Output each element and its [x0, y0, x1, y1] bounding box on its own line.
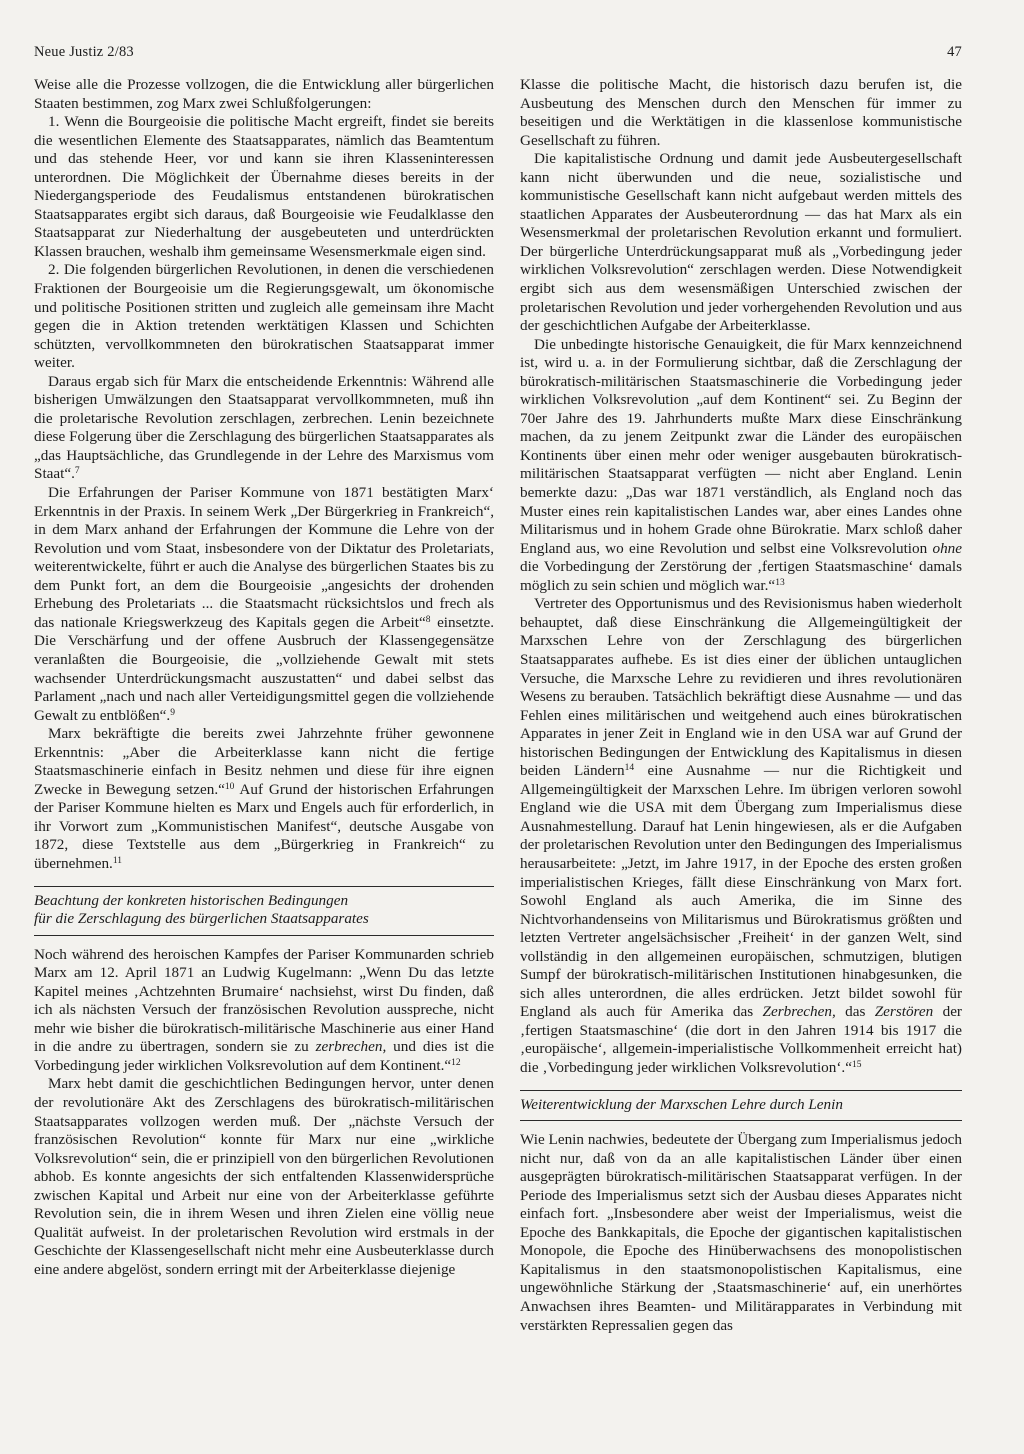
paragraph — [34, 373, 494, 484]
paragraph-text: eine Ausnahme — nur die Richtigkeit und Allgemeingültigkeit der Marxschen Lehre. Im übrigen verloren sowohl England wie die USA mit dem Übergang zum Imperialismus diese Ausnahmestellung. Darauf hat Lenin hingewiesen, als er die Aufgaben der proletarischen Revolution unter den Bedingungen des Imperialismus herausarbeitete: „Jetzt, im Jahre 1917, in der Epoche des ersten großen imperialistischen Krieges, fällt diese Einschränkung von Marx fort. Sowohl England als auch Amerika, die im Sinne des Nichtvorhandenseins von Militarismus und Bürokratismus größten und letzten Vertreter angelsächsischer ‚Freiheit‘ in der ganzen Welt, sind vollständig in den allgemeinen europäischen, schmutzigen, blutigen Sumpf der bürokratisch-militärischen Institutionen hinabgesunken, die sich alles unterordnen, die alles erdrücken. Jetzt bildet sowohl für England als auch für Amerika das — [520, 762, 963, 1021]
right-column — [520, 76, 962, 1335]
paragraph-text: Die unbedingte historische Genauigkeit, die für Marx kennzeichnend ist, wird u. a. in der Formulierung sichtbar, daß die Zerschlagung der bürokratisch-militärischen Staatsmaschinerie die Vorbedingung jeder wirklichen Volksrevolution „auf dem Kontinent“ sei. Zu Beginn der 70er Jahre des 19. Jahrhunderts mußte Marx diese Einschränkung machen, da zu jenem Zeitpunkt zwar die Länder des europäischen Kontinents über einen mehr oder weniger ausgebauten bürokratisch-militärischen Staatsapparat verfügten — nicht aber England. Lenin bemerkte dazu: „Das war 1871 verständlich, als England noch das Muster eines rein kapitalistischen Landes war, aber eines Landes ohne Militarismus und in hohem Grade ohne Bürokratie. Marx schloß daher England aus, wo eine Revolution und selbst eine Volksrevolution — [520, 335, 962, 557]
paragraph-text: Marx bekräftigte die bereits zwei Jahrzehnte früher gewonnene Erkenntnis: „Aber die Arbeiterklasse kann nicht die fertige Staatsmaschinerie einfach in Besitz nehmen und diese für ihre eignen Zwecke in Bewegung setzen.“ — [34, 725, 494, 798]
paragraph-text: einsetzte. Die Verschärfung und der offene Ausbruch der Klassengegensätze veranlaßten die Bourgeoisie, die „vollziehende Gewalt mit stets wachsender Unterdrückungsmacht auszustatten“ und dabei selbst das Parlament „nach und nach aller Verteidigungsmittel gegen die vollziehende Gewalt zu entblößen“. — [34, 613, 494, 724]
paragraph — [34, 725, 494, 873]
footnote-ref: 14 — [624, 763, 635, 774]
paragraph-text: und dies ist die Vorbedingung jeder wirklichen Volksrevolution auf dem Kontinent.“ — [34, 1038, 494, 1074]
left-column — [34, 76, 494, 1279]
running-header — [34, 44, 962, 66]
paragraph-text: der ‚fertigen Staatsmaschine‘ (die dort in den Jahren 1914 bis 1917 die ‚europäische‘, allgemein-imperialistische Vollkommenheit erreicht hat) die ‚Vorbedingung jeder wirklichen Volksrevolution‘.“ — [520, 1003, 962, 1076]
emphasis: zerbrechen, — [315, 1038, 387, 1056]
footnote-ref: 12 — [451, 1057, 461, 1068]
paragraph-text: das — [835, 1003, 875, 1021]
paragraph-text: die Vorbedingung der Zerstörung der ‚fertigen Staatsmaschine‘ damals möglich zu sein schien und möglich war.“ — [520, 558, 962, 594]
paragraph-text: Die Erfahrungen der Pariser Kommune von 1871 bestätigten Marx‘ Erkenntnis in der Praxis. In seinem Werk „Der Bürgerkrieg in Frankreich“, in dem Marx anhand der Erfahrungen der Kommune die Lehre von der Revolution und vom Staat, insbesondere von der Diktatur des Proletariats, weiterentwickelte, führt er auch die Analyse des bürgerlichen Staates bis zu dem Punkt fort, an dem die Bourgeoisie „angesichts der drohenden Erhebung des Proletariats ... die Staatsmacht rücksichtslos und frech als das nationale Kriegswerkzeug des Kapitals gegen die Arbeit“ — [34, 484, 494, 631]
journal-issue: Neue Justiz 2/83 — [34, 44, 134, 60]
paragraph-text: Noch während des heroischen Kampfes der Pariser Kommunarden schrieb Marx am 12. April 1871 an Ludwig Kugelmann: „Wenn Du das letzte Kapitel meines ‚Achtzehnten Brumaire‘ nachsiehst, wirst Du finden, daß ich als nächsten Versuch der französischen Revolution ausspreche, nicht mehr wie bisher die bürokratisch-militärische Maschinerie aus einer Hand in die andre zu übertragen, sondern sie zu — [34, 945, 494, 1056]
paragraph: Wie Lenin nachwies, bedeutete der Übergang zum Imperialismus jedoch nicht nur, daß von da an alle kapitalistischen Länder über einen ausgeprägten bürokratisch-militärischen Staatsapparat verfügen. In der Periode des Imperialismus setzt sich der Ausbau dieses Apparates nicht einfach fort. „Insbesondere aber weist der Imperialismus, weist die Epoche des Bankkapitals, die Epoche der gigantischen kapitalistischen Monopole, die Epoche des Hinüberwachsens des monopolistischen Kapitalismus in den staatsmonopolistischen Kapitalismus, eine ungewöhnliche Stärkung der ‚Staatsmaschinerie‘ auf, ein unerhörtes Anwachsen ihres Beamten- und Militärapparates in Verbindung mit verstärkten Repressalien gegen das — [520, 1131, 962, 1334]
section-heading-line: Beachtung der konkreten historischen Bedingungen — [34, 891, 349, 909]
paragraph — [520, 336, 962, 596]
emphasis: ohne — [932, 539, 962, 557]
paragraph-text: Vertreter des Opportunismus und des Revisionismus haben wiederholt behauptet, daß diese Einschränkung die Allgemeingültigkeit der Marxschen Lehre von der Zerschlagung des bürgerlichen Staatsapparates aufhebe. Es ist dies einer der üblichen untauglichen Versuche, die Marxsche Lehre zu revidieren und ihres revolutionären Wesens zu berauben. Tatsächlich bekräftigt diese Ausnahme — und das Fehlen eines militärischen und weitgehend auch eines bürokratischen Apparates in jener Zeit in England wie in den USA war auf Grund der historischen Bedingungen der Entwicklung des Kapitalismus in diesen beiden Ländern — [520, 595, 962, 780]
footnote-ref: 8 — [425, 614, 431, 625]
footnote-ref: 13 — [775, 577, 785, 588]
emphasis: Zerbrechen, — [762, 1003, 836, 1021]
paragraph — [34, 484, 494, 725]
paragraph: 2. Die folgenden bürgerlichen Revolutionen, in denen die verschiedenen Fraktionen der Bourgeoisie um die Regierungsgewalt, um ökonomische und politische Positionen stritten und zugleich alle gemeinsam ihre Macht gegen die in Aktion tretenden werktätigen Klassen und Schichten schützten, vervollkommneten den bürokratischen Staatsapparat immer weiter. — [34, 261, 494, 372]
footnote-ref: 10 — [224, 781, 235, 792]
paragraph — [520, 595, 962, 1077]
emphasis: Zerstören — [874, 1003, 934, 1021]
paragraph-text: Daraus ergab sich für Marx die entscheidende Erkenntnis: Während alle bisherigen Umwälzungen den Staatsapparat vervollkommneten, muß ihn die proletarische Revolution zerschlagen, zerbrechen. Lenin bezeichnete diese Folgerung über die Zerschlagung des bürgerlichen Staatsapparates als „das Hauptsächliche, das Grundlegende in der Lehre des Marxismus vom Staat“. — [34, 372, 494, 483]
paragraph: Weise alle die Prozesse vollzogen, die die Entwicklung aller bürgerlichen Staaten bestimmen, zog Marx zwei Schlußfolgerungen: — [34, 76, 494, 112]
footnote-ref: 15 — [851, 1059, 862, 1070]
paragraph: Die kapitalistische Ordnung und damit jede Ausbeutergesellschaft kann nicht überwunden und die neue, sozialistische und kommunistische Gesellschaft kann nicht aufgebaut werden mittels des staatlichen Apparates der Ausbeuterordnung — das hat Marx als ein Wesensmerkmal der proletarischen Revolution erkannt und formuliert. Der bürgerliche Unterdrückungsapparat muß als „Vorbedingung jeder wirklichen Volksrevolution“ zerschlagen werden. Diese Notwendigkeit ergibt sich aus dem wesensmäßigen Unterschied zwischen der proletarischen Revolution und jeder vorhergehenden Revolution und aus der geschichtlichen Aufgabe der Arbeiterklasse. — [520, 150, 962, 335]
section-heading — [520, 1090, 962, 1122]
paragraph: Marx hebt damit die geschichtlichen Bedingungen hervor, unter denen der revolutionäre Akt des Zerschlagens des bürokratisch-militärischen Staatsapparates vollzogen werden muß. Der „nächste Versuch der französischen Revolution“ konnte für Marx nur eine „wirkliche Volksrevolution“ sein, die er prinzipiell von den bürgerlichen Revolutionen abhob. Es konnte angesichts der sich entfaltenden Klassenwidersprüche zwischen Kapital und Arbeit nur eine von der Arbeiterklasse geführte Revolution sein, die in ihrem Wesen und ihren Zielen eine völlig neue Qualität aufweist. In der proletarischen Revolution wird erstmals in der Geschichte der Klassengesellschaft nicht mehr eine Ausbeuterklasse durch eine andere abgelöst, sondern erringt mit der Arbeiterklasse diejenige — [34, 1075, 494, 1278]
footnote-ref: 11 — [112, 855, 123, 866]
section-heading-line: Weiterentwicklung der Marxschen Lehre durch Lenin — [520, 1095, 843, 1113]
paragraph: Klasse die politische Macht, die historisch dazu berufen ist, die Ausbeutung des Menschen durch den Menschen für immer zu beseitigen und die Werktätigen in die klassenlose kommunistische Gesellschaft zu führen. — [520, 76, 962, 149]
page-number: 47 — [947, 44, 962, 60]
footnote-ref: 7 — [74, 466, 80, 477]
paragraph — [34, 946, 494, 1076]
section-heading-line: für die Zerschlagung des bürgerlichen Staatsapparates — [34, 910, 369, 928]
paragraph-text: Auf Grund der historischen Erfahrungen der Pariser Kommune hielten es Marx und Engels auch für erforderlich, in ihr Vorwort zum „Kommunistischen Manifest“, deutsche Ausgabe von 1872, diese Textstelle aus dem „Bürgerkrieg in Frankreich“ zu übernehmen. — [34, 780, 494, 872]
paragraph: 1. Wenn die Bourgeoisie die politische Macht ergreift, findet sie bereits die wesentlichen Elemente des Staatsapparates, nämlich das Beamtentum und das stehende Heer, vor und kann sie ihren Klasseninteressen unterordnen. Die Möglichkeit der Übernahme dieses bereits in der Niedergangsperiode des Feudalismus entstandenen bürokratischen Staatsapparates ergibt sich daraus, daß Bourgeoisie wie Feudalklasse den Staatsapparat zur Niederhaltung der ausgebeuteten und unterdrückten Klassen brauchen, weshalb ihm gemeinsame Wesensmerkmale eigen sind. — [34, 113, 494, 260]
section-heading — [34, 886, 494, 936]
footnote-ref: 9 — [170, 707, 175, 718]
